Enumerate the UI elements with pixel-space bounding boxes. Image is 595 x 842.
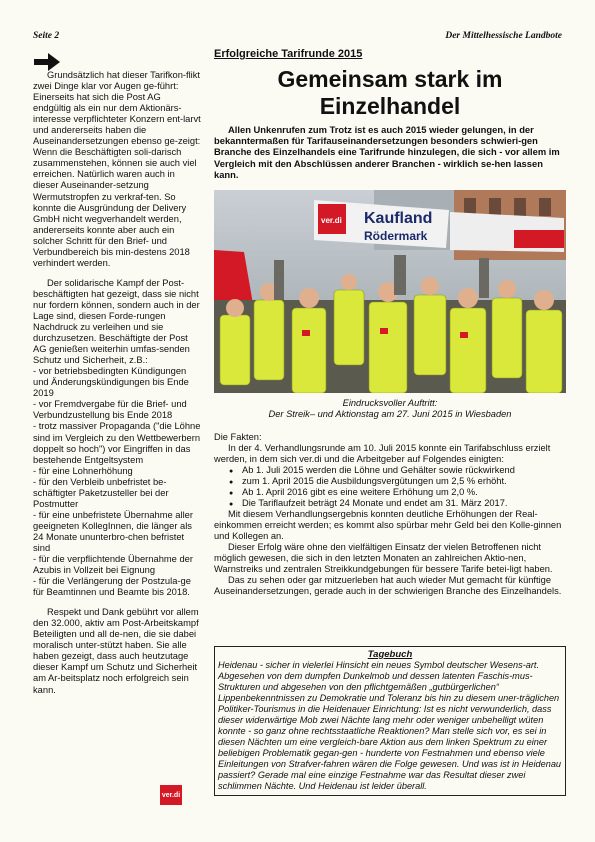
facts-section (214, 432, 566, 597)
headline-line: Gemeinsam stark im (277, 66, 503, 92)
article-head (214, 48, 566, 180)
banner-flag-text: ver.di (321, 216, 342, 225)
diary-title: Tagebuch (367, 649, 413, 660)
left-paragraph: Der solidarische Kampf der Post-beschäftigten hat gezeigt, dass sie nicht nur fordern können, sondern auch in der Lage sind, diesen Forde-rungen Nachdruck zu verleihen und sie durchzusetzen. Beschäftigte der Post AG genießen weiterhin umfas-senden Schutz und Sicherheit, z.B.: (33, 277, 200, 366)
left-list-item: - für den Verbleib unbefristet be-schäftigter Paketzusteller bei der Postmutter (33, 476, 169, 509)
facts-paragraph: Mit diesem Verhandlungsergebnis konnten deutliche Erhöhungen der Real-einkommen erreicht werden; es kommt also spürbar mehr Geld bei den Kolle-ginnen und Kollegen an. (214, 509, 562, 541)
left-list-item: - vor Fremdvergabe für die Brief- und Verbundzustellung bis Ende 2018 (33, 399, 187, 421)
photo-caption (214, 398, 566, 420)
verdi-logo: ver.di (160, 785, 182, 805)
banner-text-roedermark: Rödermark (364, 229, 428, 243)
caption-line: Der Streik– und Aktionstag am 27. Juni 2015 in Wiesbaden (268, 409, 512, 419)
page-number: Seite 2 (33, 31, 60, 41)
facts-bullet: ● Die Tariflaufzeit beträgt 24 Monate und endet am 31. März 2017. (242, 498, 566, 509)
left-paragraph: Grundsätzlich hat dieser Tarifkon-flikt zwei Dinge klar vor Augen ge-führt: Einerseits hat sich die Post AG endgültig als ein nur dem Aktionärs-interesse verpflichteter Konzern ent-larvt und andererseits haben die Auseinandersetzungen ebenso ge-zeigt: Wenn die Beschäftigten soli-darisch zusammenstehen, können sie auch viel erreichen. Natürlich waren auch in dieser Auseinander-setzung Wermutstropfen zu verkraf-ten. So konnte die Ausgründung der Delivery GmbH nicht wegverhandelt werden, andererseits konnte aber auch ein solcher Schritt für den Brief- und Verbundbereich bis min-destens 2018 verhindert werden. (33, 70, 201, 268)
left-list-item: - für eine unbefristete Übernahme aller geeigneten KollegInnen, die länger als 24 Monate ununterbro-chen befristet sind (33, 509, 193, 553)
facts-list (214, 465, 566, 509)
diary-body: Heidenau - sicher in vielerlei Hinsicht ein neues Symbol deutscher Wesens-art. Abgesehen von dem dumpfen Dunkelmob und dessen latenten Faschis-mus-Strukturen und abgesehen von den pflichtgemäßen „gutbürgerlichen“ Lippenbekenntnissen zu Demokratie und Toleranz bis hin zu diesem uner-träglichen Politiker-Tourismus in die Heidenauer Einrichtung: Ist es nicht verwunderlich, dass dieser widerwärtige Mob zwei Nächte lang mehr oder weniger unbehelligt wüten konnte - so ganz ohne rechtsstaatliche Reaktionen? Man stelle sich vor, es sei in diesen Nächten um eine vergleich-bare Aktion aus dem linken Spektrum zu einer beliebigen Problematik gegan-gen - hunderte von Festnahmen und ebenso viele Einleitungen von Strafver-fahren wären die Folge gewesen. Und was ist in Heidenau passiert? Gerade mal eine einzige Festnahme war das Resultat dieser zwei schlimmen Nächte. Und Heidenau ist leider überall. (218, 660, 562, 791)
caption-line: Eindrucksvoller Auftritt: (342, 398, 438, 408)
left-list-item: - für die Verlängerung der Postzula-ge für Beamtinnen und Beamte bis 2018. (33, 576, 191, 598)
article-lead: Allen Unkenrufen zum Trotz ist es auch 2015 wieder gelungen, in der bekanntermaßen für Tarifauseinandersetzungen besonders schwieri-gen Branche des Einzelhandels eine Tarifrunde hinzulegen, die sich - vor allem im Vergleich mit den Abschlüssen anderer Branchen - wirklich se-hen lassen kann. (214, 124, 560, 180)
left-list-item: - für eine Lohnerhöhung (33, 465, 133, 476)
facts-paragraph: In der 4. Verhandlungsrunde am 10. Juli 2015 konnte ein Tarifabschluss erzielt werden, in dem sich ver.di und die Arbeitgeber auf Folgendes einigten: (214, 443, 551, 464)
newspaper-name: Der Mittelhessische Landbote (445, 31, 562, 41)
article-headline (214, 66, 566, 120)
facts-bullet: ● zum 1. April 2015 die Ausbildungsvergütungen um 2,5 % erhöht. (242, 476, 566, 487)
facts-intro: Die Fakten: (214, 432, 262, 442)
diary-box (214, 646, 566, 796)
arrow-right-icon (33, 52, 61, 72)
left-paragraph: Respekt und Dank gebührt vor allem den 32.000, aktiv am Post-Arbeitskampf Beteiligten und all de-nen, die sie dabei moralisch unter-stützt haben. Sie alle haben gezeigt, dass auch heutzutage dieser Kampf um Schutz und Sicherheit am Ar-beitsplatz noch erfolgreich sein kann. (33, 607, 199, 695)
left-list-item: - trotz massiver Propaganda ("die Löhne sind im Vergleich zu den Wettbewerbern doppelt so hoch") vor Eingriffen in das bestehende Entgeltsystem (33, 421, 201, 465)
banner-text-kaufland: Kaufland (364, 210, 433, 227)
article-kicker: Erfolgreiche Tarifrunde 2015 (214, 48, 363, 60)
facts-paragraph: Das zu sehen oder gar mitzuerleben hat auch wieder Mut gemacht für künftige Auseinandersetzungen, gerade auch in der schwierigen Branche des Einzelhandels. (214, 575, 562, 596)
left-list-item: - für die verpflichtende Übernahme der Azubis in Vollzeit bei Eignung (33, 554, 193, 576)
facts-paragraph: Dieser Erfolg wäre ohne den vielfältigen Einsatz der vielen Betroffenen nicht möglich gewesen, die sich in den letzten Monaten an zahlreichen Aktio-nen, Warnstreiks und zentralen Streikkundgebungen für bessere Tarife betei-ligt haben. (214, 542, 553, 574)
left-column (33, 70, 201, 705)
article-photo (214, 190, 566, 393)
left-list-item: - vor betriebsbedingten Kündigungen und Änderungskündigungen bis Ende 2019 (33, 366, 189, 399)
facts-bullet: ● Ab 1. Juli 2015 werden die Löhne und Gehälter sowie rückwirkend (242, 465, 566, 476)
facts-bullet: ● Ab 1. April 2016 gibt es eine weitere Erhöhung um 2,0 %. (242, 487, 566, 498)
headline-line: Einzelhandel (319, 93, 461, 119)
